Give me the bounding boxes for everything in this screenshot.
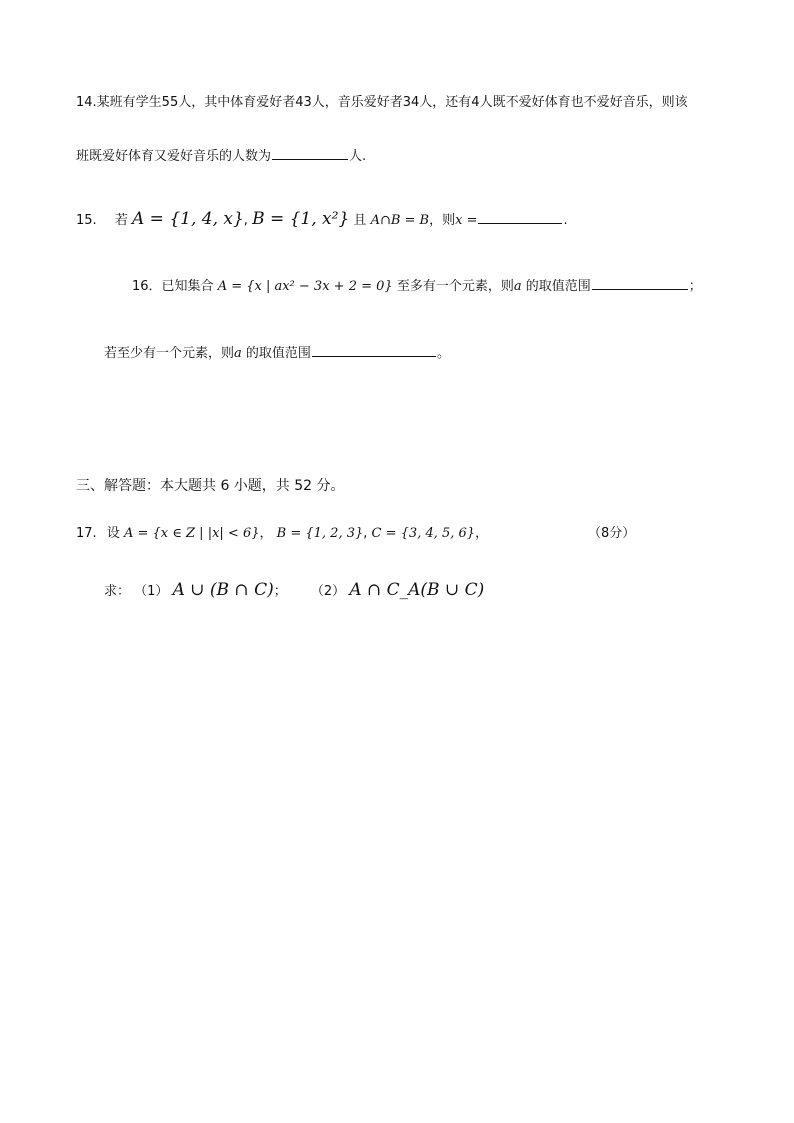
- q15-set-b: B = {1, x²}: [252, 209, 350, 229]
- question-16-line-2: [104, 342, 450, 364]
- q15-lead: 若: [114, 213, 128, 228]
- answer-blank-16b[interactable]: [312, 342, 436, 357]
- q17-sep3: ，: [475, 526, 489, 541]
- section-3-heading: 三、解答题：本大题共 6 小题，共 52 分。: [76, 478, 345, 494]
- q16-set-a: A = {x | ax² − 3x + 2 = 0}: [217, 279, 393, 294]
- q14-prefix: 班既爱好体育又爱好音乐的人数为: [76, 149, 272, 164]
- q17-score: （8分）: [588, 526, 636, 541]
- q14-suffix: 人.: [349, 149, 367, 164]
- q17-lead: 设: [106, 526, 120, 541]
- question-14-line-1: 14.某班有学生55人，其中体育爱好者43人，音乐爱好者34人，还有4人既不爱好体育也不爱好音乐，则该: [76, 95, 688, 110]
- q16-end: ；: [688, 279, 702, 294]
- q17-sep1: ，: [259, 526, 273, 541]
- q17-set-a: A = {x ∈ Z | |x| < 6}: [123, 526, 260, 541]
- q16-prefix: 16．已知集合: [132, 279, 214, 294]
- q17-set-b: B = {1, 2, 3}: [276, 526, 364, 541]
- q17-part2-label: （2）: [310, 584, 346, 599]
- question-15: [76, 209, 568, 231]
- q15-ask: x =: [455, 213, 478, 228]
- q17-set-c: C = {3, 4, 5, 6}: [371, 526, 476, 541]
- q16-tail: 的取值范围: [525, 279, 591, 294]
- q15-cond-text: 且: [353, 213, 367, 228]
- q15-then: ，则: [429, 213, 456, 228]
- q16-line2-tail: 的取值范围: [245, 346, 311, 361]
- q15-set-a: A = {1, 4, x}: [131, 209, 244, 229]
- q15-condition: A∩B = B: [370, 213, 430, 228]
- answer-blank-15[interactable]: [478, 209, 562, 224]
- q15-number: 15.: [76, 213, 97, 228]
- q16-line2-var: a: [234, 346, 242, 361]
- q17-part1-expr: A ∪ (B ∩ C): [172, 580, 274, 600]
- answer-blank-14[interactable]: [272, 145, 348, 160]
- q17-number: 17.: [76, 526, 97, 541]
- q16-mid: 至多有一个元素，则: [396, 279, 514, 294]
- q17-part2-expr: A ∩ C_A(B ∪ C): [349, 580, 485, 600]
- q17-part1-label: （1）: [134, 584, 169, 599]
- q16-line2-end: 。: [436, 346, 450, 361]
- q16-line2-prefix: 若至少有一个元素，则: [104, 346, 235, 361]
- question-14-line-2: [76, 145, 366, 167]
- q17-ask: 求：: [104, 584, 131, 599]
- q15-sep: ,: [243, 213, 248, 228]
- q16-var: a: [513, 279, 522, 294]
- q15-end: .: [563, 213, 568, 228]
- q17-part1-end: ；: [273, 584, 287, 599]
- question-17-line-2: [104, 580, 484, 602]
- question-16-line-1: [132, 275, 702, 297]
- answer-blank-16a[interactable]: [592, 275, 688, 290]
- question-17-line-1: [76, 524, 488, 544]
- q17-sep2: ,: [363, 526, 368, 541]
